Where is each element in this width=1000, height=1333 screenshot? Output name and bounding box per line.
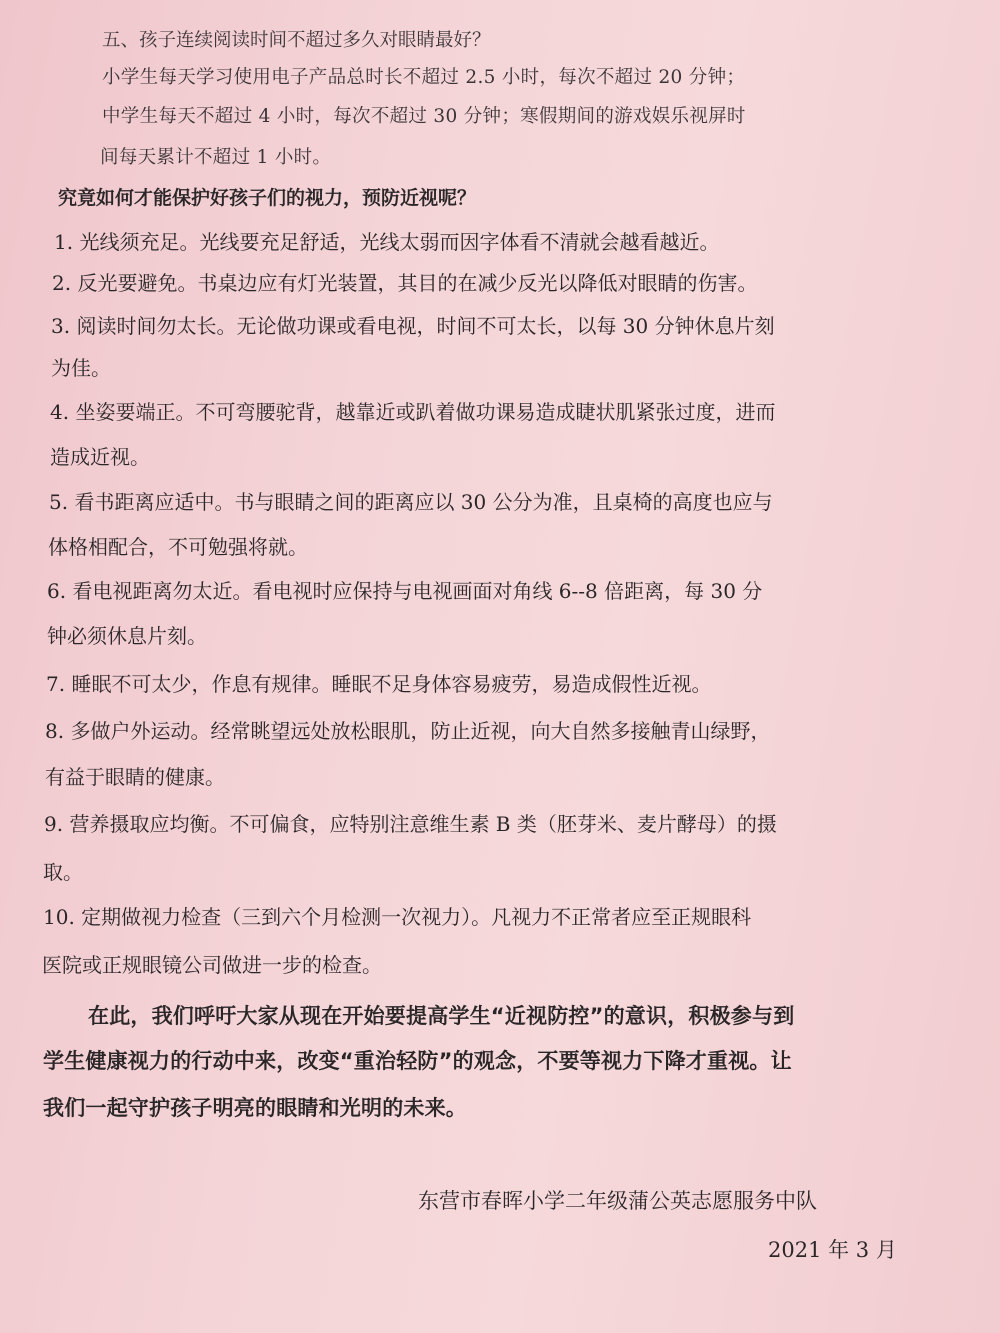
tip-9-cont: 取。 xyxy=(43,860,83,884)
tip-5: 5. 看书距离应适中。书与眼睛之间的距离应以 30 公分为准，且桌椅的高度也应与 xyxy=(49,490,773,514)
tip-7: 7. 睡眠不可太少，作息有规律。睡眠不足身体容易疲劳，易造成假性近视。 xyxy=(46,672,712,696)
closing-line: 我们一起守护孩子明亮的眼睛和光明的未来。 xyxy=(43,1096,467,1120)
tip-4-cont: 造成近视。 xyxy=(50,445,150,469)
section-heading: 究竟如何才能保护好孩子们的视力，预防近视呢？ xyxy=(58,187,477,209)
tip-6: 6. 看电视距离勿太近。看电视时应保持与电视画面对角线 6--8 倍距离，每 30 分 xyxy=(47,579,763,603)
closing-line: 学生健康视力的行动中来，改变“重治轻防”的观念，不要等视力下降才重视。让 xyxy=(43,1049,792,1073)
answer-line: 间每天累计不超过 1 小时。 xyxy=(100,147,332,168)
tip-3-cont: 为佳。 xyxy=(51,356,111,380)
signature-date: 2021 年 3 月 xyxy=(768,1238,897,1262)
tip-4: 4. 坐姿要端正。不可弯腰驼背，越靠近或趴着做功课易造成睫状肌紧张过度，进而 xyxy=(50,400,776,424)
answer-line: 小学生每天学习使用电子产品总时长不超过 2.5 小时，每次不超过 20 分钟； xyxy=(102,67,746,88)
closing-line: 在此，我们呼吁大家从现在开始要提高学生“近视防控”的意识，积极参与到 xyxy=(88,1004,795,1028)
tip-9: 9. 营养摄取应均衡。不可偏食，应特别注意维生素 B 类（胚芽米、麦片酵母）的摄 xyxy=(44,812,777,836)
question-title: 五、孩子连续阅读时间不超过多久对眼睛最好？ xyxy=(102,30,491,51)
answer-line: 中学生每天不超过 4 小时，每次不超过 30 分钟；寒假期间的游戏娱乐视屏时 xyxy=(102,106,746,127)
tip-8: 8. 多做户外运动。经常眺望远处放松眼肌，防止近视，向大自然多接触青山绿野， xyxy=(45,719,771,743)
signature-org: 东营市春晖小学二年级蒲公英志愿服务中队 xyxy=(418,1189,817,1213)
tip-5-cont: 体格相配合，不可勉强将就。 xyxy=(48,535,308,559)
tip-10: 10. 定期做视力检查（三到六个月检测一次视力）。凡视力不正常者应至正规眼科 xyxy=(43,905,752,929)
tip-10-cont: 医院或正规眼镜公司做进一步的检查。 xyxy=(42,953,382,977)
tip-8-cont: 有益于眼睛的健康。 xyxy=(45,765,225,789)
tip-3: 3. 阅读时间勿太长。无论做功课或看电视，时间不可太长，以每 30 分钟休息片刻 xyxy=(51,314,775,338)
tip-1: 1. 光线须充足。光线要充足舒适，光线太弱而因字体看不清就会越看越近。 xyxy=(54,230,720,254)
tip-6-cont: 钟必须休息片刻。 xyxy=(47,624,207,648)
tip-2: 2. 反光要避免。书桌边应有灯光装置，其目的在减少反光以降低对眼睛的伤害。 xyxy=(52,271,758,295)
